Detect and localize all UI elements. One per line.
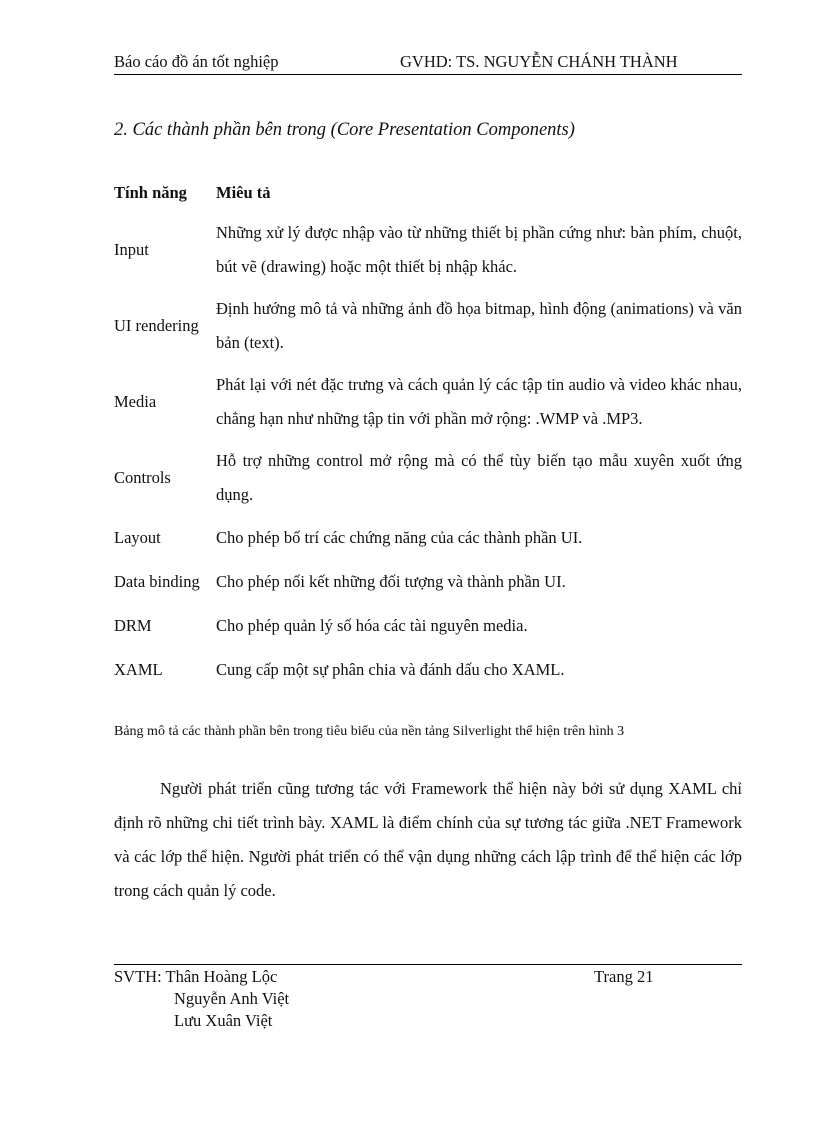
table-header-row bbox=[114, 174, 742, 212]
page-number: Trang 21 bbox=[594, 967, 654, 986]
feature-name: Controls bbox=[114, 468, 171, 487]
student-list bbox=[114, 966, 414, 1032]
feature-description: Những xử lý được nhập vào từ những thiết bị phần cứng như: bàn phím, chuột, bút vẽ (drawing) hoặc một thiết bị nhập khác. bbox=[216, 223, 742, 276]
features-table bbox=[114, 174, 742, 692]
header-report-title: Báo cáo đồ án tốt nghiệp bbox=[114, 52, 279, 71]
feature-name: Layout bbox=[114, 528, 161, 547]
table-row bbox=[114, 212, 742, 288]
feature-name: XAML bbox=[114, 660, 163, 679]
student-line: Nguyễn Anh Việt bbox=[174, 989, 290, 1008]
feature-description: Cho phép quản lý số hóa các tài nguyên media. bbox=[216, 616, 528, 635]
column-header-description: Miêu tả bbox=[216, 183, 271, 202]
feature-description: Phát lại với nét đặc trưng và cách quản lý các tập tin audio và video khác nhau, chẳng hạn như những tập tin với phần mở rộng: .WMP và .MP3. bbox=[216, 375, 742, 428]
feature-name: DRM bbox=[114, 616, 152, 635]
table-row bbox=[114, 288, 742, 364]
feature-description: Cho phép nối kết những đối tượng và thành phần UI. bbox=[216, 572, 566, 591]
feature-name: Input bbox=[114, 240, 149, 259]
feature-description: Hỗ trợ những control mở rộng mà có thể tùy biến tạo mẫu xuyên xuốt ứng dụng. bbox=[216, 451, 742, 504]
feature-description: Cho phép bố trí các chứng năng của các thành phần UI. bbox=[216, 528, 583, 547]
feature-description: Cung cấp một sự phân chia và đánh dấu cho XAML. bbox=[216, 660, 565, 679]
student-line: Lưu Xuân Việt bbox=[174, 1011, 273, 1030]
feature-name: UI rendering bbox=[114, 316, 199, 335]
feature-name: Data binding bbox=[114, 572, 200, 591]
table-row bbox=[114, 440, 742, 516]
table-row bbox=[114, 364, 742, 440]
header-advisor: GVHD: TS. NGUYỄN CHÁNH THÀNH bbox=[400, 52, 678, 71]
table-row bbox=[114, 604, 742, 648]
page-header bbox=[114, 52, 742, 74]
footer-divider bbox=[114, 964, 742, 965]
table-row bbox=[114, 516, 742, 560]
section-title: 2. Các thành phần bên trong (Core Presentation Components) bbox=[114, 120, 575, 140]
table-row bbox=[114, 560, 742, 604]
column-header-feature: Tính năng bbox=[114, 183, 187, 202]
student-line: SVTH: Thân Hoàng Lộc bbox=[114, 967, 278, 986]
feature-description: Định hướng mô tả và những ảnh đồ họa bitmap, hình động (animations) và văn bản (text). bbox=[216, 299, 742, 352]
table-caption: Bảng mô tả các thành phần bên trong tiêu biểu của nền tảng Silverlight thể hiện trên hình 3 bbox=[114, 724, 625, 739]
table-row bbox=[114, 648, 742, 692]
body-paragraph: Người phát triển cũng tương tác với Framework thể hiện này bởi sử dụng XAML chỉ định rõ những chi tiết trình bày. XAML là điểm chính của sự tương tác giữa .NET Framework và các lớp thể hiện. Người phát triển có thể vận dụng những cách lập trình để thể hiện các lớp trong cách quản lý code. bbox=[114, 779, 742, 900]
feature-name: Media bbox=[114, 392, 157, 411]
header-divider bbox=[114, 74, 742, 75]
